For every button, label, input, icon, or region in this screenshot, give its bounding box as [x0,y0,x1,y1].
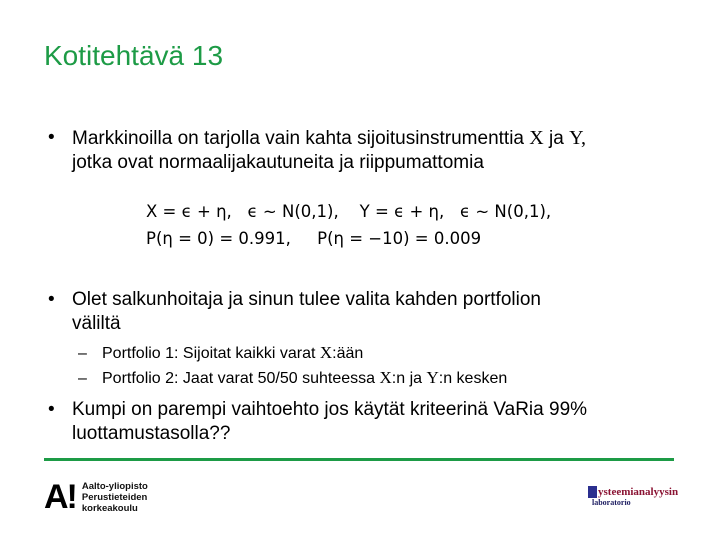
sal-s-icon [588,486,597,498]
bullet-marker: • [48,399,55,420]
sub-item-text: :ään [332,345,364,362]
slide-title: Kotitehtävä 13 [44,40,224,71]
bullet-text: Markkinoilla on tarjolla vain kahta sijoitusinstrumenttia [72,128,530,149]
aalto-logo-line: Perustieteiden [81,491,148,503]
bullet-text: , [580,127,586,149]
sal-logo-line [588,486,678,498]
bullet-text: ja [543,128,570,149]
sub-item-text: Portfolio 1: Sijoitat kaikki varat [102,345,320,362]
variable-y: Y [426,368,439,387]
aalto-mark-icon: A! [44,478,76,516]
bullet-text: luottamustasolla?? [72,423,231,444]
bullet-question [48,398,698,446]
footer-divider [44,458,674,461]
bullet-instruments [48,126,698,175]
bullet-marker: • [48,289,55,310]
dash-marker: – [78,345,87,362]
sal-logo-text: ysteemianalyysin [598,486,679,498]
bullet-text: Kumpi on parempi vaihtoehto jos käytät kriteerinä VaRia 99% [72,399,588,420]
variable-y: Y [569,127,581,149]
aalto-logo-line: korkeakoulu [81,502,138,514]
formula-line-2: P(η = 0) = 0.991, P(η = −10) = 0.009 [146,229,482,248]
aalto-logo [44,480,148,514]
variable-x: X [319,343,333,362]
bullet-portfolio-choice [48,288,698,336]
formula-line-1: X = ϵ + η, ϵ ∼ N(0,1), Y = ϵ + η, ϵ ∼ N(0,1), [146,202,552,221]
bullet-text: jotka ovat normaalijakautuneita ja riippumattomia [72,152,484,173]
sub-item-text: :n kesken [438,370,508,387]
bullet-marker: • [48,127,55,148]
variable-x: X [379,368,392,387]
bullet-text: väliltä [72,313,121,334]
sub-item-text: Portfolio 2: Jaat varat 50/50 suhteessa [102,370,380,387]
sub-item-portfolio-1 [78,342,363,365]
dash-marker: – [78,370,87,387]
sal-logo-subtext: laboratorio [592,498,631,507]
aalto-logo-line: Aalto-yliopisto [81,480,148,492]
sal-logo [588,486,678,507]
sub-item-text: :n ja [391,370,427,387]
aalto-logo-text [82,481,148,514]
variable-x: X [529,127,544,149]
sub-item-portfolio-2 [78,367,507,390]
bullet-text: Olet salkunhoitaja ja sinun tulee valita kahden portfolion [72,289,541,310]
